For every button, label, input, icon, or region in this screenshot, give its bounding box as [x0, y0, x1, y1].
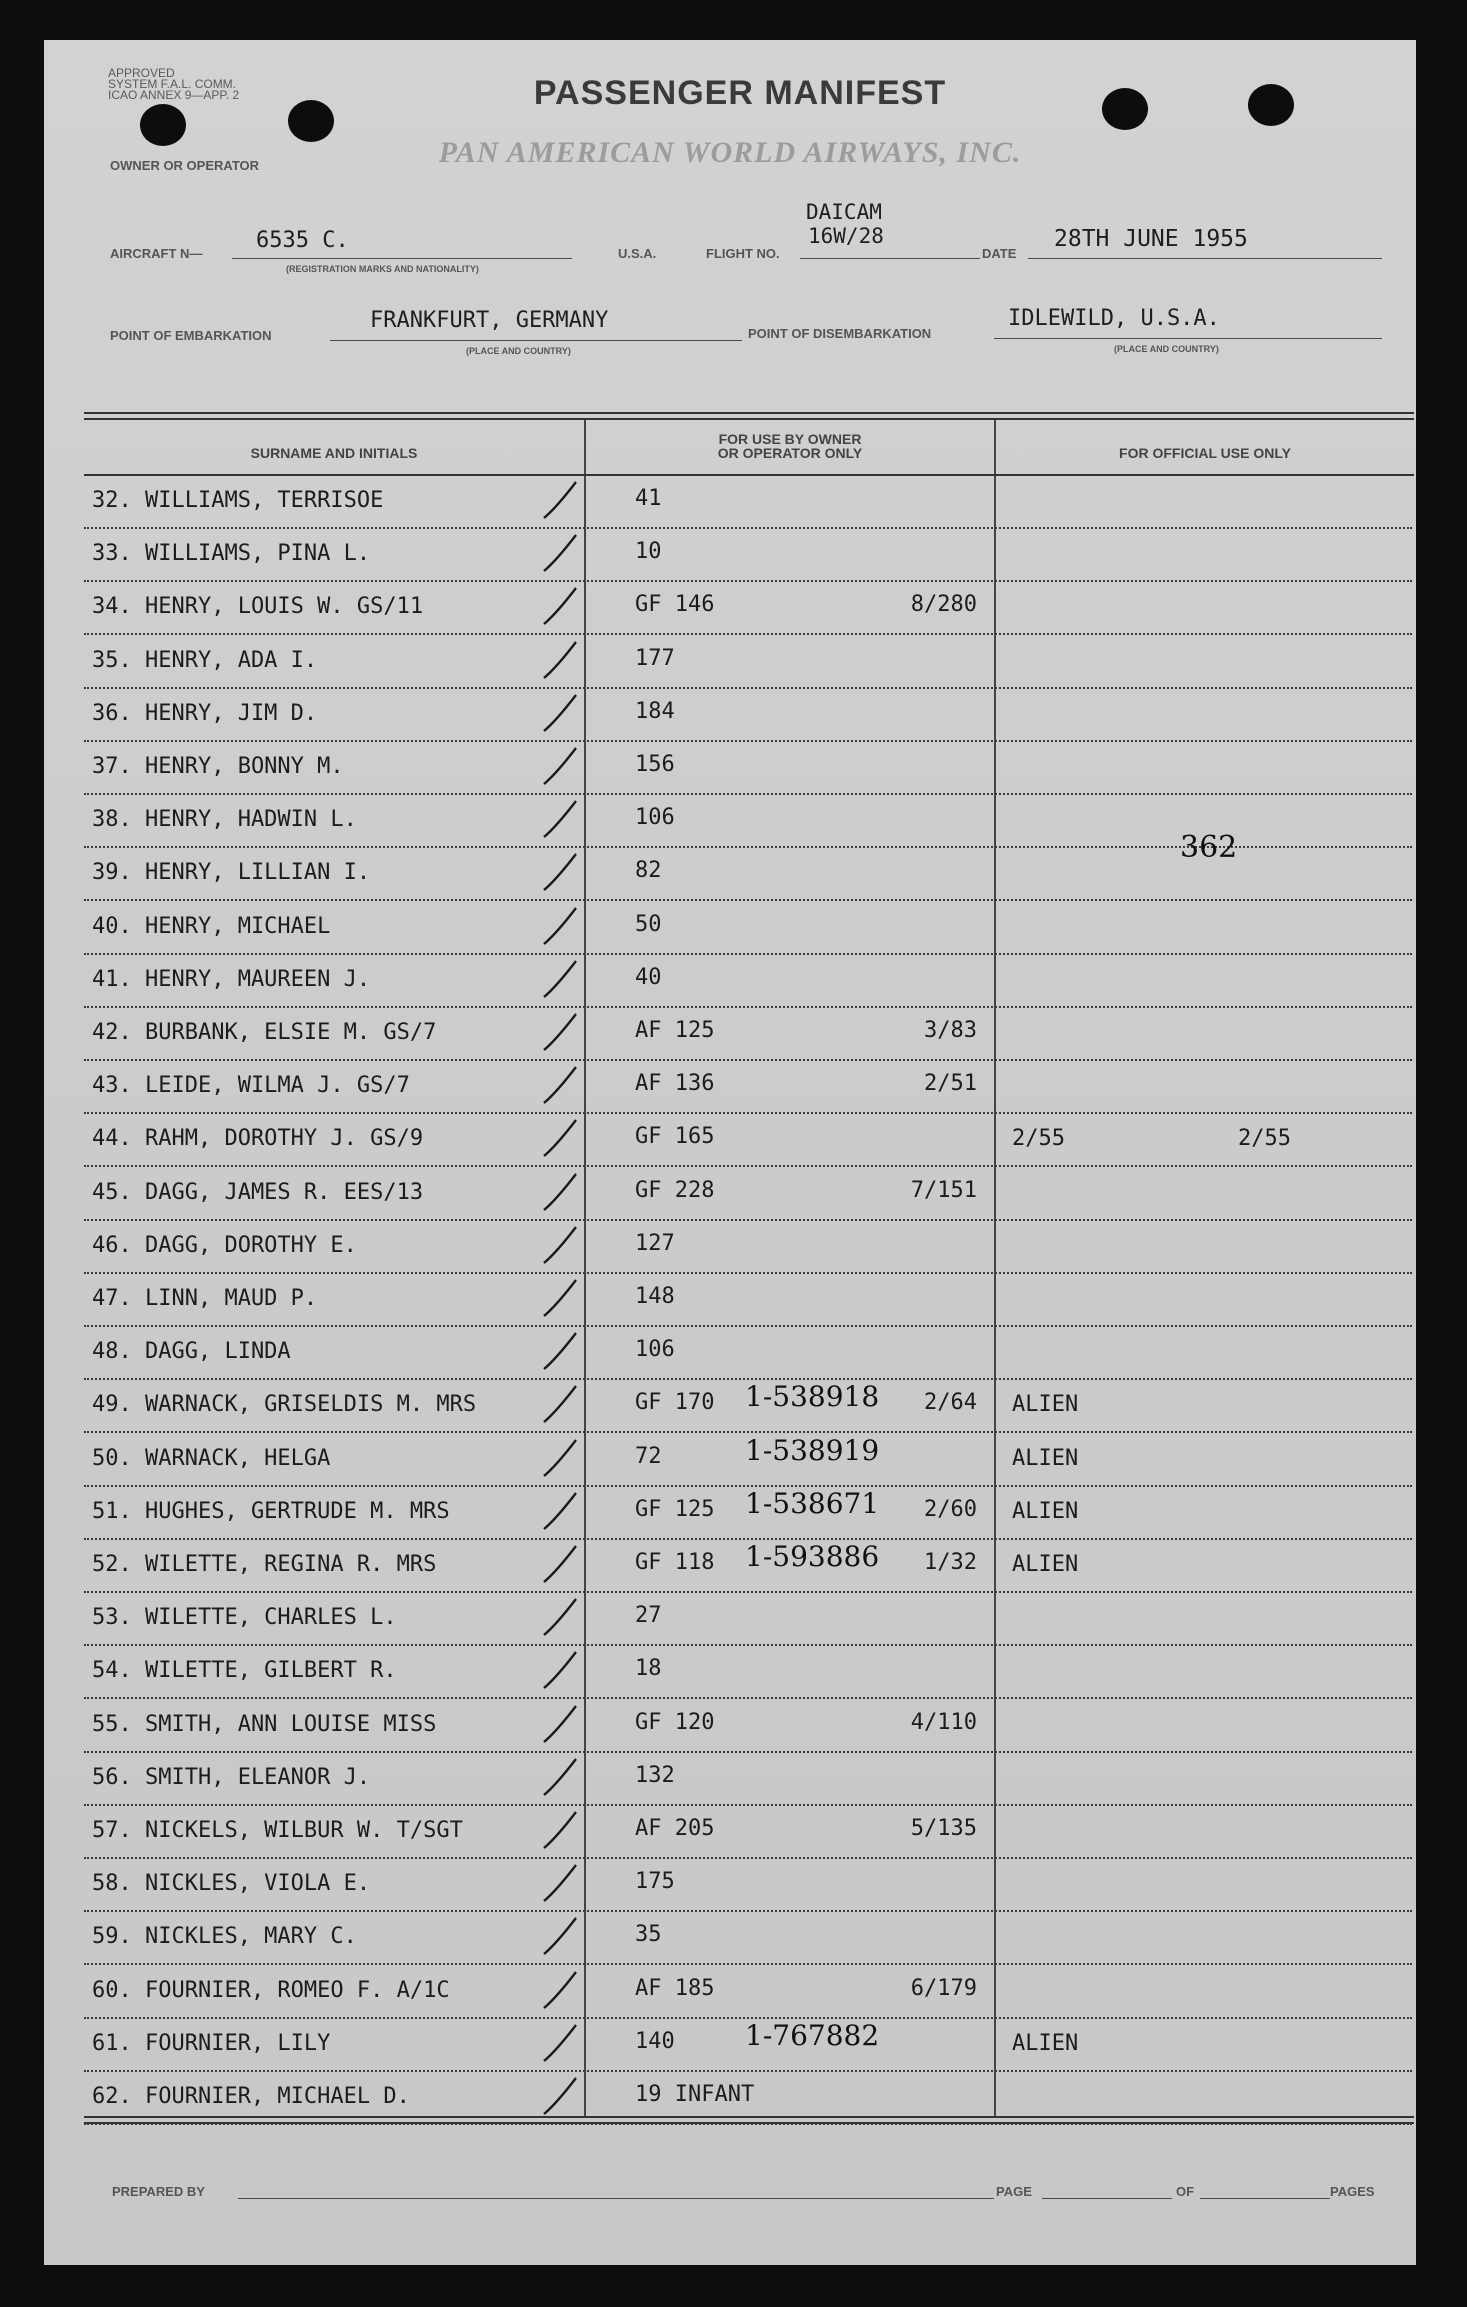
table-top-rule [84, 412, 1414, 414]
passenger-name: 52. WILETTE, REGINA R. MRS [92, 1552, 437, 1577]
operator-entry: GF 120 [635, 1709, 715, 1735]
table-row [0, 476, 1467, 529]
check-mark-icon [540, 1329, 580, 1375]
passenger-name: 39. HENRY, LILLIAN I. [92, 860, 371, 886]
column-header-owner-line: OR OPERATOR ONLY [717, 445, 863, 461]
check-mark-icon [540, 1595, 580, 1641]
disembarkation-note: (PLACE AND COUNTRY) [1114, 344, 1219, 354]
flight-label: FLIGHT NO. [706, 246, 780, 261]
punch-hole [288, 100, 334, 142]
fare-entry: 6/179 [910, 1975, 977, 2001]
passenger-name: 54. WILETTE, GILBERT R. [92, 1658, 397, 1684]
passenger-name: 49. WARNACK, GRISELDIS M. MRS [92, 1392, 477, 1418]
operator-entry: 175 [635, 1869, 675, 1895]
check-mark-icon [540, 1223, 580, 1269]
table-top-rule [84, 418, 1414, 420]
aircraft-note: (REGISTRATION MARKS AND NATIONALITY) [286, 264, 479, 274]
check-mark-icon [540, 797, 580, 843]
passenger-name: 45. DAGG, JAMES R. EES/13 [92, 1179, 424, 1205]
passenger-name: 58. NICKLES, VIOLA E. [92, 1871, 371, 1897]
operator-entry: GF 228 [635, 1177, 715, 1203]
operator-entry: 184 [635, 698, 675, 724]
handwritten-number: 1-593886 [745, 1540, 880, 1573]
table-row [0, 529, 1467, 582]
fare-entry: 2/51 [924, 1071, 977, 1097]
table-row [0, 1061, 1467, 1114]
passenger-name: 37. HENRY, BONNY M. [92, 754, 344, 779]
prepared-by-label: PREPARED BY [112, 2184, 205, 2199]
operator-entry: AF 136 [635, 1071, 715, 1097]
check-mark-icon [540, 1914, 580, 1960]
disembarkation-underline [994, 338, 1382, 339]
table-row [0, 742, 1467, 795]
owner-stamp: PAN AMERICAN WORLD AIRWAYS, INC. [438, 136, 1022, 169]
passenger-name: 34. HENRY, LOUIS W. GS/11 [92, 594, 424, 620]
operator-entry: GF 125 [635, 1496, 715, 1522]
check-mark-icon [540, 1063, 580, 1109]
check-mark-icon [540, 1702, 580, 1748]
punch-hole [1248, 84, 1294, 126]
embarkation-value: FRANKFURT, GERMANY [370, 308, 609, 333]
check-mark-icon [540, 1489, 580, 1535]
check-mark-icon [540, 691, 580, 737]
table-row [0, 1380, 1467, 1433]
flight-value-top: DAICAM [806, 200, 882, 224]
operator-entry: 156 [635, 752, 675, 777]
operator-entry: 106 [635, 1337, 675, 1363]
check-mark-icon [540, 1648, 580, 1694]
handwritten-number: 1-538918 [745, 1380, 880, 1414]
official-entry: ALIEN [1012, 1498, 1079, 1524]
passenger-name: 47. LINN, MAUD P. [92, 1286, 318, 1311]
check-mark-icon [540, 638, 580, 684]
passenger-name: 42. BURBANK, ELSIE M. GS/7 [92, 1020, 437, 1045]
passenger-name: 61. FOURNIER, LILY [92, 2030, 331, 2056]
check-mark-icon [540, 1861, 580, 1907]
operator-entry: 177 [635, 645, 675, 671]
date-underline [1028, 258, 1382, 259]
fare-entry: 2/64 [924, 1390, 977, 1416]
handwritten-number: 1-538671 [745, 1486, 880, 1520]
column-header-owner [586, 432, 994, 460]
passenger-name: 32. WILLIAMS, TERRISOE [92, 488, 384, 513]
passenger-name: 44. RAHM, DOROTHY J. GS/9 [92, 1126, 424, 1152]
operator-entry: 72 [635, 1443, 662, 1469]
page-title: PASSENGER MANIFEST [533, 74, 947, 112]
table-row [0, 902, 1467, 955]
fare-entry: 1/32 [924, 1550, 977, 1575]
operator-entry: GF 118 [635, 1550, 715, 1575]
operator-entry: 106 [635, 805, 675, 831]
check-mark-icon [540, 1968, 580, 2014]
operator-entry: 140 [635, 2028, 675, 2054]
check-mark-icon [540, 531, 580, 577]
table-row [0, 582, 1467, 635]
aircraft-value: 6535 C. [256, 228, 349, 253]
table-row [0, 636, 1467, 689]
table-row [0, 1114, 1467, 1167]
passenger-name: 48. DAGG, LINDA [92, 1339, 291, 1365]
aircraft-label: AIRCRAFT N— [110, 246, 203, 261]
passenger-name: 57. NICKELS, WILBUR W. T/SGT [92, 1818, 463, 1843]
embarkation-label: POINT OF EMBARKATION [110, 328, 272, 343]
fare-entry: 7/151 [910, 1177, 977, 1203]
passenger-name: 62. FOURNIER, MICHAEL D. [92, 2084, 410, 2109]
passenger-name: 51. HUGHES, GERTRUDE M. MRS [92, 1498, 450, 1524]
passenger-name: 38. HENRY, HADWIN L. [92, 807, 357, 833]
table-row [0, 1806, 1467, 1859]
page-label: PAGE [996, 2184, 1032, 2199]
official-entry: 2/55 [1012, 1126, 1065, 1152]
official-entry: ALIEN [1012, 1392, 1079, 1418]
operator-entry: 18 [635, 1656, 662, 1682]
operator-entry: GF 146 [635, 592, 715, 618]
punch-hole [140, 104, 186, 146]
check-mark-icon [540, 850, 580, 896]
check-mark-icon [540, 744, 580, 790]
operator-entry: 10 [635, 539, 662, 565]
table-row [0, 1540, 1467, 1593]
passenger-name: 55. SMITH, ANN LOUISE MISS [92, 1711, 437, 1737]
fare-entry: 8/280 [910, 592, 977, 618]
passenger-name: 36. HENRY, JIM D. [92, 700, 318, 726]
of-label: OF [1176, 2184, 1195, 2199]
check-mark-icon [540, 2074, 580, 2120]
passenger-name: 60. FOURNIER, ROMEO F. A/1C [92, 1977, 450, 2003]
operator-entry: 50 [635, 911, 662, 937]
disembarkation-label: POINT OF DISEMBARKATION [748, 326, 932, 341]
operator-entry: 41 [635, 486, 662, 511]
column-header-owner-line: FOR USE BY OWNER [718, 431, 862, 447]
approval-line: APPROVED [108, 66, 175, 80]
table-row [0, 1487, 1467, 1540]
approval-line: SYSTEM F.A.L. COMM. [108, 77, 237, 91]
disembarkation-value: IDLEWILD, U.S.A. [1008, 306, 1220, 331]
operator-entry: 40 [635, 964, 662, 990]
official-entry: ALIEN [1012, 1445, 1079, 1471]
handwritten-page-number: 362 [1180, 830, 1238, 865]
embarkation-note: (PLACE AND COUNTRY) [466, 346, 571, 356]
table-row [0, 689, 1467, 742]
table-row [0, 1646, 1467, 1699]
date-label: DATE [982, 246, 1017, 261]
date-value: 28TH JUNE 1955 [1054, 226, 1248, 252]
check-mark-icon [540, 957, 580, 1003]
table-row [0, 955, 1467, 1008]
table-row [0, 1274, 1467, 1327]
fare-entry: 2/60 [924, 1496, 977, 1522]
check-mark-icon [540, 478, 580, 524]
operator-entry: AF 125 [635, 1018, 715, 1043]
passenger-name: 46. DAGG, DOROTHY E. [92, 1232, 357, 1258]
check-mark-icon [540, 1436, 580, 1482]
operator-entry: 35 [635, 1922, 662, 1948]
passenger-name: 35. HENRY, ADA I. [92, 647, 318, 673]
operator-entry: GF 165 [635, 1124, 715, 1150]
table-row [0, 1966, 1467, 2019]
table-row [0, 1008, 1467, 1061]
official-entry-2: 2/55 [1238, 1126, 1291, 1152]
passenger-name: 56. SMITH, ELEANOR J. [92, 1764, 371, 1790]
table-row [0, 848, 1467, 901]
table-bottom-rule [84, 2122, 1414, 2124]
check-mark-icon [540, 2021, 580, 2067]
check-mark-icon [540, 1276, 580, 1322]
column-header-surname: SURNAME AND INITIALS [250, 445, 418, 461]
operator-entry: 132 [635, 1762, 675, 1788]
page-line [1042, 2198, 1172, 2199]
passenger-name: 53. WILETTE, CHARLES L. [92, 1605, 397, 1631]
usa-label: U.S.A. [618, 246, 657, 261]
passenger-name: 43. LEIDE, WILMA J. GS/7 [92, 1073, 410, 1099]
table-bottom-rule [84, 2116, 1414, 2118]
table-row [0, 1593, 1467, 1646]
check-mark-icon [540, 1808, 580, 1854]
table-row [0, 1434, 1467, 1487]
check-mark-icon [540, 1116, 580, 1162]
operator-entry: 82 [635, 858, 662, 884]
pages-label: PAGES [1330, 2184, 1375, 2199]
operator-entry: AF 205 [635, 1816, 715, 1841]
fare-entry: 3/83 [924, 1018, 977, 1043]
fare-entry: 5/135 [910, 1816, 977, 1841]
passenger-name: 41. HENRY, MAUREEN J. [92, 966, 371, 992]
table-row [0, 1859, 1467, 1912]
operator-entry: 19 INFANT [635, 2082, 755, 2107]
owner-label: OWNER OR OPERATOR [110, 158, 260, 173]
check-mark-icon [540, 1382, 580, 1428]
column-header-official: FOR OFFICIAL USE ONLY [1119, 445, 1291, 461]
aircraft-underline [232, 258, 572, 259]
passenger-name: 50. WARNACK, HELGA [92, 1445, 331, 1471]
operator-entry: AF 185 [635, 1975, 715, 2001]
table-row [0, 1912, 1467, 1965]
table-row [0, 795, 1467, 848]
flight-underline [800, 258, 980, 259]
fare-entry: 4/110 [910, 1709, 977, 1735]
operator-entry: 148 [635, 1284, 675, 1309]
passenger-name: 33. WILLIAMS, PINA L. [92, 541, 371, 567]
of-line [1200, 2198, 1330, 2199]
check-mark-icon [540, 1542, 580, 1588]
operator-entry: GF 170 [635, 1390, 715, 1416]
check-mark-icon [540, 584, 580, 630]
table-row [0, 1221, 1467, 1274]
approval-line: ICAO ANNEX 9—APP. 2 [108, 88, 240, 102]
handwritten-number: 1-767882 [745, 2018, 880, 2052]
operator-entry: 27 [635, 1603, 662, 1629]
table-row [0, 2019, 1467, 2072]
table-row [0, 1168, 1467, 1221]
table-row [0, 1753, 1467, 1806]
approval-note [108, 68, 239, 101]
operator-entry: 127 [635, 1230, 675, 1256]
handwritten-number: 1-538919 [745, 1433, 880, 1467]
flight-value: 16W/28 [808, 224, 884, 248]
check-mark-icon [540, 1170, 580, 1216]
table-row [0, 1700, 1467, 1753]
table-row [0, 1327, 1467, 1380]
check-mark-icon [540, 1755, 580, 1801]
official-entry: ALIEN [1012, 2030, 1079, 2056]
passenger-name: 59. NICKLES, MARY C. [92, 1924, 357, 1950]
official-entry: ALIEN [1012, 1552, 1079, 1577]
prepared-by-line [238, 2198, 994, 2199]
check-mark-icon [540, 904, 580, 950]
passenger-name: 40. HENRY, MICHAEL [92, 913, 331, 939]
check-mark-icon [540, 1010, 580, 1056]
punch-hole [1102, 88, 1148, 130]
embarkation-underline [330, 340, 742, 341]
